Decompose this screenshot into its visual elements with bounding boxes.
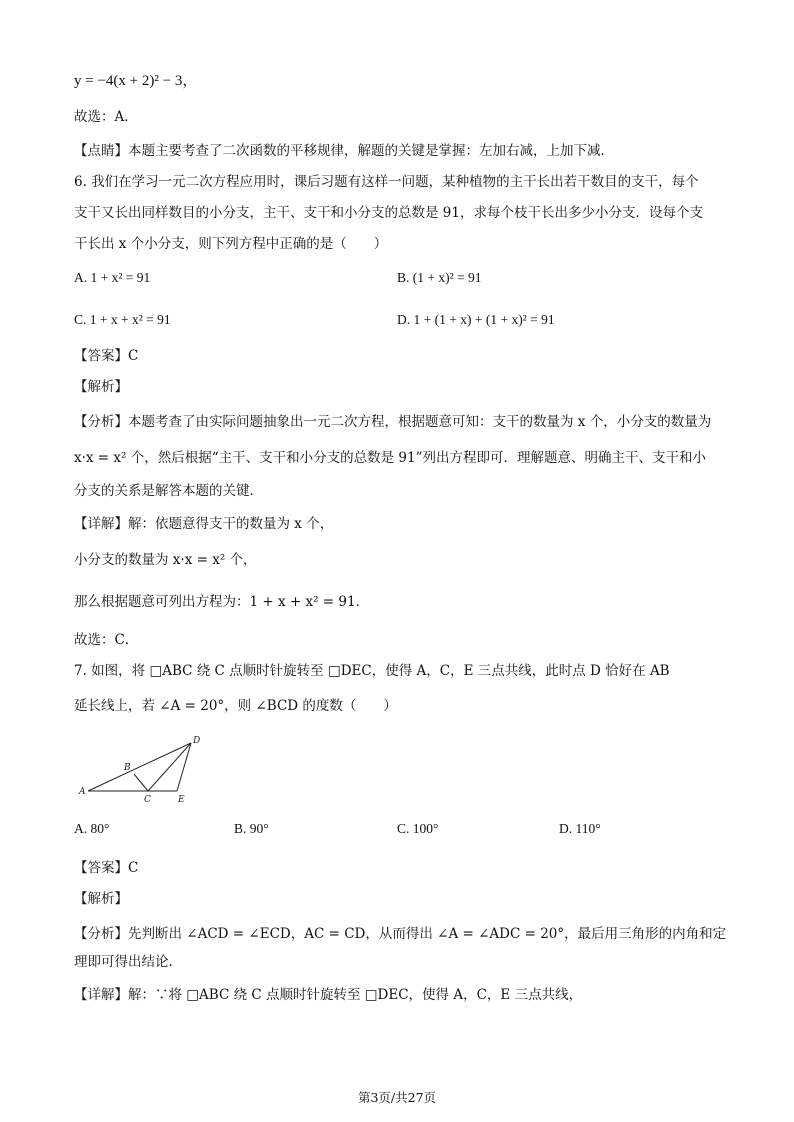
figure-lines: [88, 743, 191, 791]
line-equation: y = −4(x + 2)² − 3，: [74, 73, 198, 89]
q7-answer: 【答案】C: [74, 860, 139, 876]
q6-analysis-3: 分支的关系是解答本题的关键．: [74, 483, 263, 499]
q6-answer: 【答案】C: [74, 348, 139, 364]
q6-option-c: C. 1 + x + x² = 91: [74, 312, 171, 327]
line-choice-a: 故选：A．: [74, 109, 138, 125]
q7-text-2: 延长线上，若 ∠A = 20°，则 ∠BCD 的度数（ ）: [74, 698, 397, 714]
q6-option-d: D. 1 + (1 + x) + (1 + x)² = 91: [397, 312, 555, 327]
line-bc: [134, 774, 148, 791]
label-d: D: [193, 736, 201, 746]
q6-analysis-2: x·x = x² 个，然后根据“主干、支干和小分支的总数是 91”列出方程即可．理解题意、明确主干、支干和小: [74, 450, 707, 466]
q6-option-a: A. 1 + x² = 91: [74, 270, 151, 285]
q7-option-b: B. 90°: [234, 821, 269, 836]
q6-jiexi: 【解析】: [74, 379, 128, 395]
label-a: A: [79, 787, 86, 797]
q6-detail-3: 那么根据题意可列出方程为：1 + x + x² = 91．: [74, 594, 370, 610]
q6-analysis-1: 【分析】本题考查了由实际问题抽象出一元二次方程，根据题意可知：支干的数量为 x 个，小分支的数量为: [74, 414, 712, 430]
q7-option-d: D. 110°: [559, 821, 601, 836]
q7-analysis-2: 理即可得出结论．: [74, 954, 182, 970]
q7-analysis-1: 【分析】先判断出 ∠ACD = ∠ECD，AC = CD，从而得出 ∠A = ∠ADC = 20°，最后用三角形的内角和定: [74, 926, 727, 942]
triangle-figure: [76, 734, 216, 806]
q6-detail-1: 【详解】解：依题意得支干的数量为 x 个，: [74, 516, 334, 532]
q6-option-b: B. (1 + x)² = 91: [397, 270, 482, 285]
q7-option-c: C. 100°: [397, 821, 439, 836]
page-footer: 第3页/共27页: [357, 1090, 437, 1105]
q7-detail-1: 【详解】解：∵将 □ABC 绕 C 点顺时针旋转至 □DEC，使得 A，C，E 三点共线，: [74, 987, 583, 1003]
q6-text-1: 6. 我们在学习一元二次方程应用时，课后习题有这样一问题，某种植物的主干长出若干数目的支干，每个: [74, 174, 699, 190]
line-ad: [88, 743, 191, 791]
q6-text-3: 干长出 x 个小分支，则下列方程中正确的是（ ）: [74, 236, 388, 252]
q7-jiexi: 【解析】: [74, 891, 128, 907]
label-e: E: [178, 795, 185, 805]
q7-option-a: A. 80°: [74, 821, 110, 836]
line-dc: [148, 743, 191, 791]
label-c: C: [144, 795, 151, 805]
q6-detail-2: 小分支的数量为 x·x = x² 个，: [74, 552, 257, 568]
q6-detail-4: 故选：C．: [74, 632, 139, 648]
q6-text-2: 支干又长出同样数目的小分支，主干、支干和小分支的总数是 91，求每个枝干长出多少小分支．设每个支: [74, 205, 703, 221]
label-b: B: [124, 763, 131, 773]
q7-text-1: 7. 如图，将 □ABC 绕 C 点顺时针旋转至 □DEC，使得 A，C，E 三点共线，此时点 D 恰好在 AB: [74, 663, 670, 679]
line-dianjing: 【点睛】本题主要考查了二次函数的平移规律，解题的关键是掌握：左加右减，上加下减．: [74, 143, 614, 159]
